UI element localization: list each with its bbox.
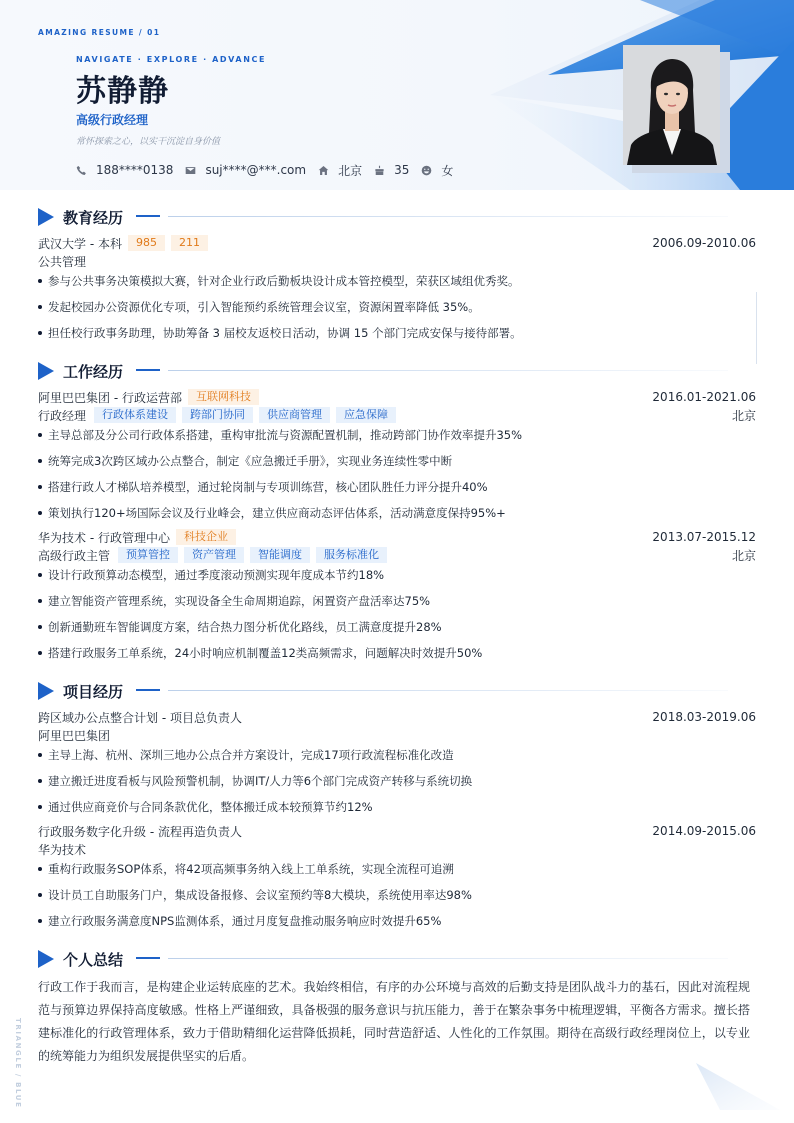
project-org: 阿里巴巴集团 xyxy=(38,728,111,743)
project-header xyxy=(38,822,756,840)
education-major-row xyxy=(38,252,756,270)
contact-email xyxy=(185,163,306,177)
bullet-dot xyxy=(38,433,42,437)
section-divider xyxy=(168,370,728,371)
work-city: 北京 xyxy=(731,408,756,423)
gender-value: 女 xyxy=(441,163,454,178)
summary-paragraph: 行政工作于我而言，是构建企业运转底座的艺术。我始终相信，有序的办公环境与高效的后勤支持是团队战斗力的基石，因此对流程规范与预算边界保持高度敏感。性格上严谨细致，具备极强的服务意识与抗压能力，善于在繁杂事务中梳理逻辑，平衡各方需求。擅长搭建标准化的行政管理体系，致力于借助精细化运营降低损耗，同时营造舒适、人性化的工作氛围。期待在高级行政经理岗位上，以专业的统筹能力为组织发展提供坚实的后盾。 xyxy=(38,980,750,1063)
bullet-text: 担任校行政事务助理，协助筹备 3 届校友返校日活动，协调 15 个部门完成安保与接待部署。 xyxy=(48,326,522,340)
section-title: 教育经历 xyxy=(63,209,124,227)
list-item xyxy=(38,644,756,662)
section-triangle-icon xyxy=(38,362,54,380)
skill-tag: 预算管控 xyxy=(118,547,178,563)
major-name: 公共管理 xyxy=(38,254,87,269)
cake-icon xyxy=(374,165,385,176)
profile-photo xyxy=(623,45,720,165)
section-triangle-icon xyxy=(38,682,54,700)
list-item xyxy=(38,272,756,290)
section-title: 项目经历 xyxy=(63,683,124,701)
section-education xyxy=(38,207,756,227)
industry-tag: 互联网科技 xyxy=(188,389,259,405)
bullet-text: 创新通勤班车智能调度方案，结合热力图分析优化路线，员工满意度提升28% xyxy=(48,620,442,634)
bullet-dot xyxy=(38,485,42,489)
bullet-text: 搭建行政服务工单系统，24小时响应机制覆盖12类高频需求，问题解决时效提升50% xyxy=(48,646,483,660)
side-watermark-text: TRIANGLE / BLUE xyxy=(14,1018,22,1109)
bullet-text: 主导总部及分公司行政体系搭建，重构审批流与资源配置机制，推动跨部门协作效率提升35% xyxy=(48,428,523,442)
skill-tag: 跨部门协同 xyxy=(182,407,253,423)
smile-icon xyxy=(421,165,432,176)
list-item xyxy=(38,798,756,816)
section-divider xyxy=(168,958,728,959)
section-triangle-icon xyxy=(38,208,54,226)
project-date: 2014.09-2015.06 xyxy=(652,824,756,838)
company-name: 华为技术 - 行政管理中心 xyxy=(38,530,170,545)
list-item xyxy=(38,452,756,470)
candidate-motto: 常怀探索之心，以实干沉淀自身价值 xyxy=(76,137,221,147)
skill-tag: 服务标准化 xyxy=(316,547,387,563)
contact-gender xyxy=(421,162,453,179)
list-item xyxy=(38,886,756,904)
work-header xyxy=(38,528,756,546)
portrait-illustration xyxy=(623,45,720,165)
company-name: 阿里巴巴集团 - 行政运营部 xyxy=(38,390,182,405)
bullet-text: 统筹完成3次跨区域办公点整合，制定《应急搬迁手册》，实现业务连续性零中断 xyxy=(48,454,453,468)
skill-tag: 资产管理 xyxy=(184,547,244,563)
bullet-text: 建立智能资产管理系统，实现设备全生命周期追踪，闲置资产盘活率达75% xyxy=(48,594,431,608)
mail-icon xyxy=(185,165,196,176)
project-name: 行政服务数字化升级 - 流程再造负责人 xyxy=(38,824,242,839)
bullet-dot xyxy=(38,867,42,871)
email-value: suj****@***.com xyxy=(205,163,307,177)
job-title: 行政经理 xyxy=(38,408,87,423)
contact-age xyxy=(374,163,409,177)
section-projects xyxy=(38,681,756,701)
bullet-dot xyxy=(38,893,42,897)
candidate-name: 苏静静 xyxy=(76,74,169,109)
list-item xyxy=(38,860,756,878)
list-item xyxy=(38,592,756,610)
bullet-dot xyxy=(38,573,42,577)
bullet-dot xyxy=(38,305,42,309)
section-title: 个人总结 xyxy=(63,951,124,969)
bullet-dot xyxy=(38,625,42,629)
school-tag: 985 xyxy=(128,235,165,251)
decorative-vertical-line xyxy=(756,292,757,364)
project-name: 跨区域办公点整合计划 - 项目总负责人 xyxy=(38,710,242,725)
section-summary xyxy=(38,949,756,969)
project-date: 2018.03-2019.06 xyxy=(652,710,756,724)
work-title-row xyxy=(38,546,756,564)
candidate-role: 高级行政经理 xyxy=(76,113,149,127)
corner-triangle-decoration xyxy=(690,1060,794,1123)
education-date: 2006.09-2010.06 xyxy=(652,236,756,250)
list-item xyxy=(38,566,756,584)
section-accent-dash xyxy=(136,689,160,691)
section-divider xyxy=(168,216,728,217)
industry-tag: 科技企业 xyxy=(176,529,236,545)
education-header xyxy=(38,234,756,252)
phone-value: 188****0138 xyxy=(96,163,174,177)
section-accent-dash xyxy=(136,215,160,217)
bullet-text: 搭建行政人才梯队培养模型，通过轮岗制与专项训练营，核心团队胜任力评分提升40% xyxy=(48,480,488,494)
work-date: 2016.01-2021.06 xyxy=(652,390,756,404)
bullet-text: 重构行政服务SOP体系，将42项高频事务纳入线上工单系统，实现全流程可追溯 xyxy=(48,862,454,876)
bullet-text: 设计行政预算动态模型，通过季度滚动预测实现年度成本节约18% xyxy=(48,568,385,582)
skill-tag: 智能调度 xyxy=(250,547,310,563)
work-header xyxy=(38,388,756,406)
work-title-row xyxy=(38,406,756,424)
bullet-text: 策划执行120+场国际会议及行业峰会，建立供应商动态评估体系，活动满意度保持95%+ xyxy=(48,506,506,520)
skill-tag: 应急保障 xyxy=(336,407,396,423)
list-item xyxy=(38,426,756,444)
project-org-row xyxy=(38,726,756,744)
bullet-dot xyxy=(38,331,42,335)
school-tag: 211 xyxy=(171,235,208,251)
section-accent-dash xyxy=(136,957,160,959)
age-value: 35 xyxy=(394,163,410,177)
list-item xyxy=(38,324,756,342)
list-item xyxy=(38,478,756,496)
bullet-text: 建立行政服务满意度NPS监测体系，通过月度复盘推动服务响应时效提升65% xyxy=(48,914,442,928)
contact-phone xyxy=(76,163,173,177)
bullet-dot xyxy=(38,459,42,463)
skill-tag: 行政体系建设 xyxy=(94,407,176,423)
home-icon xyxy=(318,165,329,176)
navigate-tagline: NAVIGATE · EXPLORE · ADVANCE xyxy=(76,55,267,64)
list-item xyxy=(38,772,756,790)
list-item xyxy=(38,504,756,522)
list-item xyxy=(38,746,756,764)
contact-info xyxy=(76,161,465,179)
work-city: 北京 xyxy=(731,548,756,563)
bullet-dot xyxy=(38,279,42,283)
bullet-dot xyxy=(38,599,42,603)
work-date: 2013.07-2015.12 xyxy=(652,530,756,544)
list-item xyxy=(38,298,756,316)
section-triangle-icon xyxy=(38,950,54,968)
project-org-row xyxy=(38,840,756,858)
skill-tag: 供应商管理 xyxy=(259,407,330,423)
job-title: 高级行政主管 xyxy=(38,548,111,563)
bullet-dot xyxy=(38,753,42,757)
bullet-dot xyxy=(38,651,42,655)
bullet-dot xyxy=(38,919,42,923)
section-accent-dash xyxy=(136,369,160,371)
list-item xyxy=(38,618,756,636)
bullet-text: 设计员工自助服务门户，集成设备报修、会议室预约等8大模块，系统使用率达98% xyxy=(48,888,472,902)
section-work xyxy=(38,361,756,381)
project-org: 华为技术 xyxy=(38,842,87,857)
list-item xyxy=(38,912,756,930)
bullet-dot xyxy=(38,779,42,783)
school-name: 武汉大学 - 本科 xyxy=(38,236,122,251)
contact-city xyxy=(318,162,362,179)
phone-icon xyxy=(76,165,87,176)
resume-tag: AMAZING RESUME / 01 xyxy=(38,28,161,37)
bullet-dot xyxy=(38,805,42,809)
project-header xyxy=(38,708,756,726)
bullet-text: 建立搬迁进度看板与风险预警机制，协调IT/人力等6个部门完成资产转移与系统切换 xyxy=(48,774,473,788)
section-divider xyxy=(168,690,728,691)
bullet-text: 参与公共事务决策模拟大赛，针对企业行政后勤板块设计成本管控模型，荣获区域组优秀奖。 xyxy=(48,274,520,288)
bullet-text: 发起校园办公资源优化专项，引入智能预约系统管理会议室，资源闲置率降低 35%。 xyxy=(48,300,480,314)
bullet-text: 主导上海、杭州、深圳三地办公点合并方案设计，完成17项行政流程标准化改造 xyxy=(48,748,454,762)
bullet-dot xyxy=(38,511,42,515)
section-title: 工作经历 xyxy=(63,363,124,381)
city-value: 北京 xyxy=(338,163,363,178)
bullet-text: 通过供应商竞价与合同条款优化，整体搬迁成本较预算节约12% xyxy=(48,800,373,814)
